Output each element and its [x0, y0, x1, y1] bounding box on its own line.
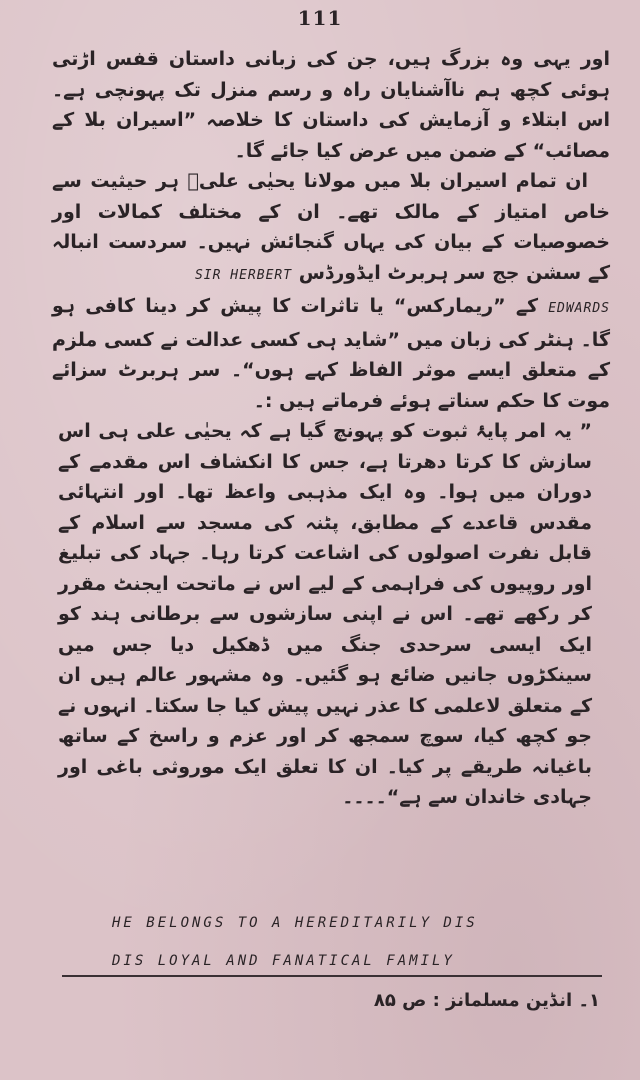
- english-name-sir-herbert: SIR HERBERT: [194, 267, 293, 283]
- footnote-divider: [62, 975, 602, 977]
- english-name-edwards: EDWARDS: [548, 301, 610, 316]
- judge-quote-urdu: ” یہ امر پایۂ ثبوت کو پہونچ گیا ہے کہ یحیٰی علی ہی اس سازش کا کرتا دھرتا ہے، جس کا انکشاف اس مقدمے کے دوران میں ہوا۔ وہ ایک مذہبی واعظ تھا۔ اور انتہائی مقدس قاعدے کے مطابق، پٹنہ کی مسجد سے اسلام کے قابل نفرت اصولوں کی اشاعت کرتا رہا۔ جہاد کی تبلیغ اور روپیوں کی فراہمی کے لیے اس نے ماتحت ایجنٹ مقرر کر رکھے تھے۔ اس نے اپنی سازشوں سے برطانی ہند کو ایک ایسی سرحدی جنگ میں ڈھکیل دیا جس میں سینکڑوں جانیں ضائع ہو گئیں۔ وہ مشہور عالم ہیں ان کے متعلق لاعلمی کا عذر نہیں پیش کیا جا سکتا۔ انہوں نے جو کچھ کیا، سوچ سمجھ کر اور عزم و راسخ کے ساتھ باغیانہ طریقے پر کیا۔ ان کا تعلق ایک موروثی باغی اور جہادی خاندان سے ہے“۔۔۔۔: [58, 420, 592, 808]
- english-quote: [112, 904, 580, 980]
- paragraph-3-text: کے ”ریمارکس“ یا تاثرات کا پیش کر دینا کافی ہو گا۔ ہنٹر کی زبان میں ”شاید ہی کسی عدالت نے کسی ملزم کے متعلق ایسے موثر الفاظ کہے ہوں“۔ سر ہربرٹ سزائے موت کا حکم سناتے ہوئے فرماتے ہیں :۔: [52, 295, 610, 412]
- paragraph-2-text: ان تمام اسیران بلا میں مولانا یحیٰی علیؒ ہر حیثیت سے خاص امتیاز کے مالک تھے۔ ان کے مختلف کمالات اور خصوصیات کے بیان کی یہاں گنجائش نہیں۔ سردست انبالہ کے سشن جج سر ہربرٹ ایڈورڈس: [52, 170, 610, 284]
- body-text: [52, 44, 610, 813]
- page-number: 111: [297, 6, 343, 30]
- english-quote-line-1: HE BELONGS TO A HEREDITARILY DIS: [112, 915, 478, 931]
- paragraph-3: [52, 291, 610, 416]
- paragraph-1: اور یہی وہ بزرگ ہیں، جن کی زبانی داستان قفس اڑتی ہوئی کچھ ہم ناآشنایان راہ و رسم منزل تک پہونچی ہے۔ اس ابتلاء و آزمایش کی داستان کا خلاصہ ”اسیران بلا کے مصائب“ کے ضمن میں عرض کیا جائے گا۔: [52, 48, 610, 162]
- english-quote-line-2: DIS LOYAL AND FANATICAL FAMILY: [112, 953, 455, 969]
- footnote: ۱۔ انڈین مسلمانز : ص ۸۵: [373, 990, 600, 1011]
- paragraph-2: [52, 166, 610, 291]
